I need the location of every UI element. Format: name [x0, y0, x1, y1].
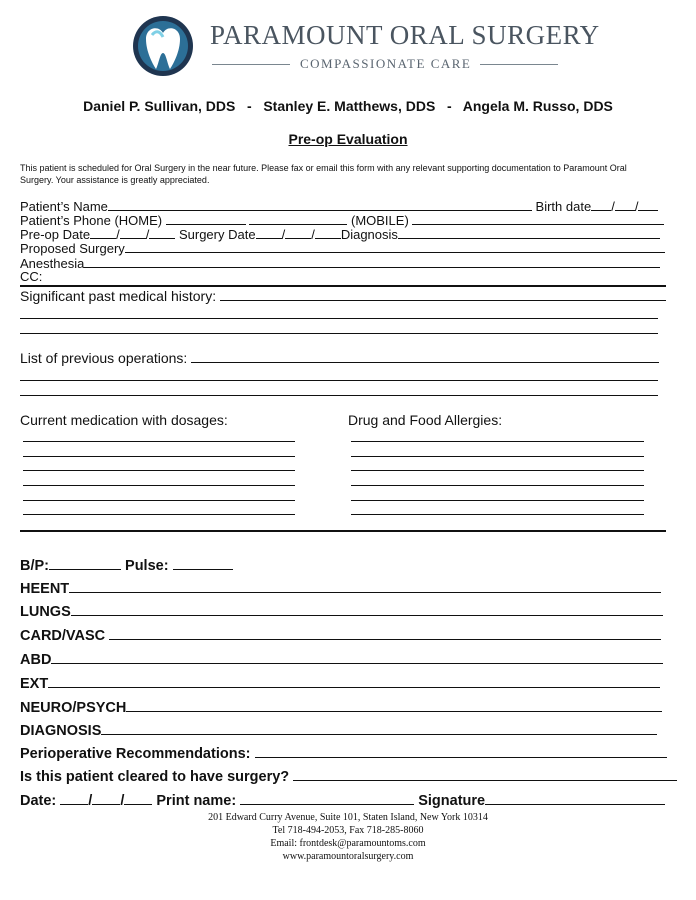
abd-label: ABD [20, 652, 52, 668]
tagline-rule-left [212, 64, 290, 65]
date-label: Date: [20, 793, 57, 809]
birth-date-label: Birth date [535, 199, 592, 214]
allergy-line[interactable] [351, 485, 644, 486]
doctor-names: Daniel P. Sullivan, DDS - Stanley E. Matthews, DDS - Angela M. Russo, DDS [83, 98, 613, 114]
dates-row: Pre-op Date / / Surgery Date / / Diagnosis [20, 226, 660, 242]
home-phone-field-2[interactable] [249, 212, 347, 225]
neuro-psych-row [20, 699, 662, 716]
card-vasc-field[interactable] [109, 627, 661, 640]
print-name-field[interactable] [240, 792, 414, 805]
allergy-line[interactable] [351, 500, 644, 501]
past-history-line-2[interactable] [20, 318, 658, 319]
diagnosis-label: Diagnosis [340, 227, 398, 242]
footer-address: 201 Edward Curry Avenue, Suite 101, Staten Island, New York 10314 [208, 812, 488, 823]
patient-name-field[interactable] [108, 198, 532, 211]
mobile-phone-field[interactable] [412, 212, 664, 225]
brand-tagline: COMPASSIONATE CARE [300, 56, 472, 71]
medication-line[interactable] [23, 441, 295, 442]
recommendations-label: Perioperative Recommendations: [20, 746, 251, 762]
heent-field[interactable] [69, 580, 661, 593]
card-vasc-row [20, 627, 661, 644]
intro-text: This patient is scheduled for Oral Surgery in the near future. Please fax or email this form with any relevant supporting documentation to Paramount Oral Surgery. Your assistance is greatly appreciated. [20, 163, 627, 185]
heent-row [20, 580, 661, 597]
proposed-surgery-field[interactable] [125, 240, 665, 253]
past-history-field[interactable] [220, 288, 666, 301]
card-vasc-label: CARD/VASC [20, 628, 106, 644]
diagnosis-field[interactable] [398, 226, 660, 239]
signature-field[interactable] [485, 792, 665, 805]
past-history-label: Significant past medical history: [20, 288, 217, 304]
ext-row [20, 675, 660, 692]
preop-year-field[interactable] [149, 226, 175, 239]
anesthesia-row [20, 255, 660, 271]
lungs-label: LUNGS [20, 604, 71, 620]
cleared-label: Is this patient cleared to have surgery? [20, 769, 290, 785]
signature-label: Signature [418, 793, 486, 809]
section-divider-top [20, 285, 666, 287]
date-year-field[interactable] [124, 792, 152, 805]
medication-line[interactable] [23, 500, 295, 501]
recommendations-field[interactable] [255, 745, 667, 758]
proposed-surgery-label: Proposed Surgery [20, 241, 125, 256]
date-month-field[interactable] [60, 792, 88, 805]
footer-phone: Tel 718-494-2053, Fax 718-285-8060 [272, 825, 424, 836]
allergy-line[interactable] [351, 456, 644, 457]
print-name-label: Print name: [156, 793, 237, 809]
date-day-field[interactable] [92, 792, 120, 805]
footer-email: Email: frontdesk@paramountoms.com [270, 838, 426, 849]
home-phone-label: Patient’s Phone (HOME) [20, 213, 163, 228]
birth-day-field[interactable] [615, 198, 635, 211]
home-phone-field-1[interactable] [166, 212, 246, 225]
medication-line[interactable] [23, 514, 295, 515]
tooth-logo-icon [132, 13, 194, 79]
allergy-line[interactable] [351, 441, 644, 442]
signoff-row: Date: / / Print name: Signature [20, 792, 665, 809]
birth-month-field[interactable] [591, 198, 611, 211]
footer-website: www.paramountoralsurgery.com [282, 851, 414, 862]
medication-line[interactable] [23, 485, 295, 486]
vitals-row [20, 557, 233, 574]
medication-line[interactable] [23, 456, 295, 457]
surgery-date-label: Surgery Date [178, 227, 256, 242]
medications-label: Current medication with dosages: [20, 412, 228, 428]
birth-year-field[interactable] [638, 198, 658, 211]
allergy-line[interactable] [351, 514, 644, 515]
neuro-psych-label: NEURO/PSYCH [20, 700, 127, 716]
bp-label: B/P: [20, 558, 49, 574]
operations-line-2[interactable] [20, 380, 658, 381]
proposed-surgery-row [20, 240, 665, 256]
bp-field[interactable] [49, 557, 121, 570]
patient-name-label: Patient’s Name [20, 199, 108, 214]
brand-name: PARAMOUNT ORAL SURGERY [210, 20, 600, 50]
allergies-label: Drug and Food Allergies: [348, 412, 503, 428]
operations-row [20, 350, 659, 366]
abd-field[interactable] [51, 651, 663, 664]
preop-date-label: Pre-op Date [20, 227, 91, 242]
past-history-row [20, 288, 666, 304]
anesthesia-label: Anesthesia [20, 256, 85, 271]
pulse-label: Pulse: [125, 558, 169, 574]
operations-label: List of previous operations: [20, 350, 188, 366]
cleared-field[interactable] [293, 768, 677, 781]
medication-line[interactable] [23, 470, 295, 471]
operations-field[interactable] [191, 350, 659, 363]
surgery-month-field[interactable] [256, 226, 282, 239]
ext-field[interactable] [48, 675, 660, 688]
recommendations-row [20, 745, 667, 762]
surgery-day-field[interactable] [285, 226, 311, 239]
cleared-row [20, 768, 677, 785]
ext-label: EXT [20, 676, 49, 692]
abd-row [20, 651, 663, 668]
surgery-year-field[interactable] [315, 226, 341, 239]
preop-month-field[interactable] [90, 226, 116, 239]
lungs-field[interactable] [71, 603, 663, 616]
exam-diagnosis-row [20, 722, 657, 739]
pulse-field[interactable] [173, 557, 233, 570]
operations-line-3[interactable] [20, 395, 658, 396]
preop-day-field[interactable] [120, 226, 146, 239]
anesthesia-field[interactable] [84, 255, 660, 268]
section-divider-bottom [20, 530, 666, 532]
form-title: Pre-op Evaluation [288, 131, 408, 147]
heent-label: HEENT [20, 581, 70, 597]
cc-row [20, 269, 42, 284]
mobile-phone-label: (MOBILE) [350, 213, 409, 228]
exam-diagnosis-label: DIAGNOSIS [20, 723, 102, 739]
tagline-rule-right [480, 64, 558, 65]
allergy-line[interactable] [351, 470, 644, 471]
patient-name-row: Patient’s Name Birth date / / [20, 198, 658, 214]
exam-diagnosis-field[interactable] [101, 722, 657, 735]
past-history-line-3[interactable] [20, 333, 658, 334]
neuro-psych-field[interactable] [126, 699, 662, 712]
lungs-row [20, 603, 663, 620]
cc-label: CC: [20, 269, 43, 284]
